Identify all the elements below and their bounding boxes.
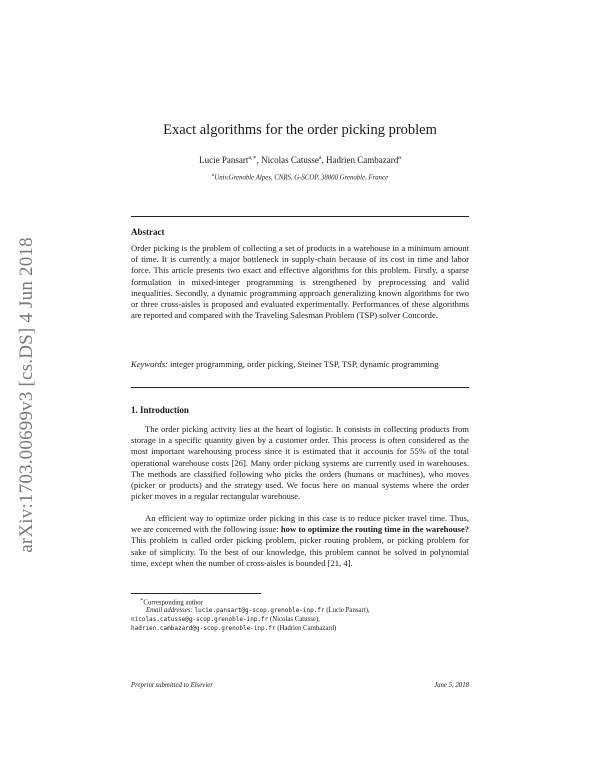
abstract-bottom-rule bbox=[131, 387, 469, 388]
email-link[interactable]: lucie.pansart@g-scop.grenoble-inp.fr bbox=[194, 607, 325, 614]
abstract-heading: Abstract bbox=[131, 227, 165, 237]
paper-title: Exact algorithms for the order picking problem bbox=[163, 122, 437, 138]
intro-p2-text: An efficient way to optimize order picking in this case is to reduce picker travel time. Thus, we are concerned with the following issue: bbox=[131, 513, 469, 535]
keywords bbox=[131, 359, 469, 370]
intro-p2-emphasis: how to optimize the routing time in the warehouse? bbox=[280, 524, 469, 535]
affiliation-text: Univ.Grenoble Alpes, CNRS, G-SCOP, 38000 Grenoble, France bbox=[214, 174, 389, 182]
footnote-emails bbox=[146, 606, 466, 615]
keywords-text: integer programming, order picking, Steiner TSP, TSP, dynamic programming bbox=[167, 359, 439, 369]
affiliation bbox=[130, 173, 470, 181]
author-name: , Nicolas Catusse bbox=[256, 155, 319, 165]
author-mark: a bbox=[318, 155, 322, 161]
author-name: Lucie Pansart bbox=[199, 155, 249, 165]
section-heading-introduction: 1. Introduction bbox=[131, 405, 189, 415]
email-link[interactable]: nicolas.catusse@g-scop.grenoble-inp.fr bbox=[131, 616, 269, 623]
intro-paragraph-1: The order picking activity lies at the heart of logistic. It consists in collecting products from storage in a specific quantity given by a customer order. This process is often considered as the most important warehousing process since it is estimated that it accounts for 55% of the total operational warehouse costs [26]. Many order picking systems are currently used in warehouses. The methods are classified following who picks the orders (humans or machines), who moves (picker or products) and the strategy used. We focus here on manual systems where the order picker moves in a regular rectangular warehouse. bbox=[131, 424, 469, 502]
author-list bbox=[130, 154, 470, 165]
email-owner: (Hadrien Cambazard) bbox=[275, 625, 337, 632]
email-label: Email addresses: bbox=[146, 607, 193, 614]
footer-date: June 5, 2018 bbox=[434, 682, 469, 689]
footer-preprint: Preprint submitted to Elsevier bbox=[131, 682, 213, 689]
footnote-rule bbox=[131, 593, 261, 594]
affiliation-mark: a bbox=[211, 173, 215, 178]
author-mark: a,∗ bbox=[248, 155, 257, 161]
email-owner: (Nicolas Catusse), bbox=[268, 616, 320, 623]
footnote-mark: ∗ bbox=[140, 598, 144, 603]
intro-p2-text: This problem is called order picking problem, picker routing problem, or picking problem for sake of simplicity. To the best of our knowledge, this problem cannot be solved in polynomial time, except when the number of cross-aisles is bounded [21, 4]. bbox=[131, 535, 469, 568]
abstract-top-rule bbox=[131, 216, 469, 217]
abstract-text: Order picking is the problem of collecting a set of products in a warehouse in a minimum amount of time. It is currently a major bottleneck in supply-chain because of its cost in time and labor force. This article presents two exact and effective algorithms for this problem. Firstly, a sparse formulation in mixed-integer programming is strengthened by preprocessing and valid inequalities. Secondly, a dynamic programming approach generalizing known algorithms for two or three cross-aisles is proposed and evaluated experimentally. Performances of these algorithms are reported and compared with the Traveling Salesman Problem (TSP) solver Concorde. bbox=[131, 243, 469, 321]
keywords-label: Keywords: bbox=[131, 359, 168, 369]
arxiv-identifier: arXiv:1703.00699v3 [cs.DS] 4 Jun 2018 bbox=[16, 237, 37, 553]
arxiv-sidebar-stamp bbox=[12, 215, 42, 575]
footnote-email-2 bbox=[131, 615, 469, 624]
author-name: , Hadrien Cambazard bbox=[321, 155, 399, 165]
author-mark: a bbox=[398, 155, 401, 161]
footnote-text: Corresponding author bbox=[143, 599, 203, 607]
email-owner: (Lucie Pansart), bbox=[324, 607, 370, 614]
footnote-email-3 bbox=[131, 624, 469, 633]
email-link[interactable]: hadrien.cambazard@g-scop.grenoble-inp.fr bbox=[131, 625, 276, 632]
intro-paragraph-2 bbox=[131, 513, 469, 569]
